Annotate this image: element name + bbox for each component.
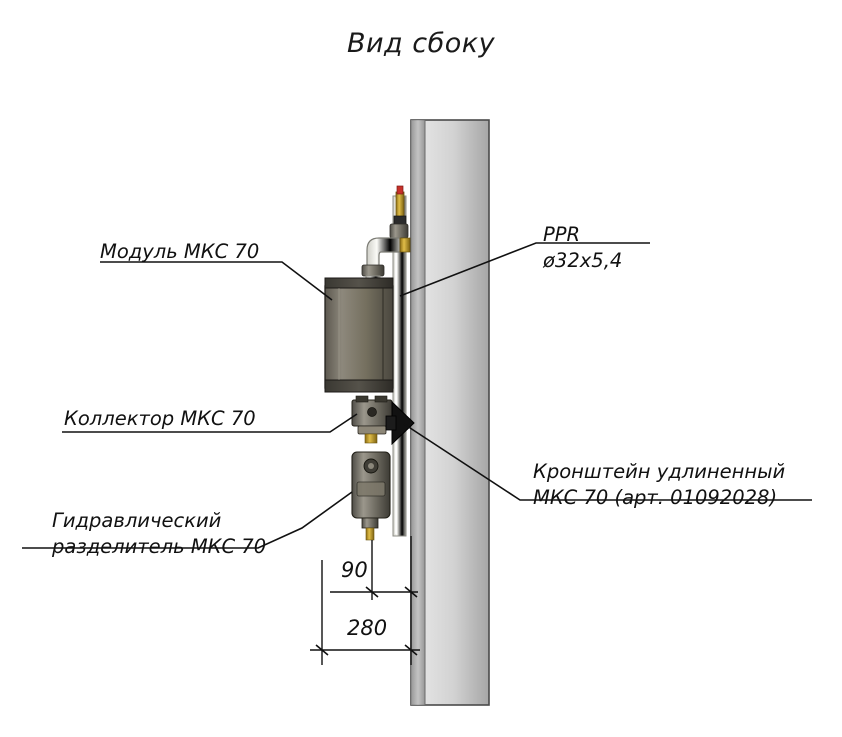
drawing-title: Вид сбоку xyxy=(346,28,496,59)
label-module: Модуль МКС 70 xyxy=(100,240,260,263)
label-bracket-line1: Кронштейн удлиненный xyxy=(533,460,786,483)
label-bracket-line2: МКС 70 (арт. 01092028) xyxy=(533,486,778,510)
module-box-graphic xyxy=(325,278,393,392)
label-ppr-size xyxy=(543,222,622,275)
label-collector: Коллектор МКС 70 xyxy=(64,407,256,430)
leader-module xyxy=(100,262,332,300)
label-separator-line1: Гидравлический xyxy=(52,509,222,532)
dimension-value-90: 90 xyxy=(341,558,368,582)
brass-valve-graphic xyxy=(394,186,406,225)
label-ppr-line2: ø32x5,4 xyxy=(543,249,623,273)
wall-graphic xyxy=(411,120,489,705)
dimension-value-280: 280 xyxy=(347,616,388,640)
label-hydraulic-separator xyxy=(52,508,266,561)
label-ppr-line1: PPR xyxy=(543,223,581,246)
dimension-lines xyxy=(310,536,420,665)
label-bracket xyxy=(533,459,785,512)
label-separator-line2: разделитель МКС 70 xyxy=(52,535,267,559)
hydraulic-separator-graphic xyxy=(352,452,390,540)
